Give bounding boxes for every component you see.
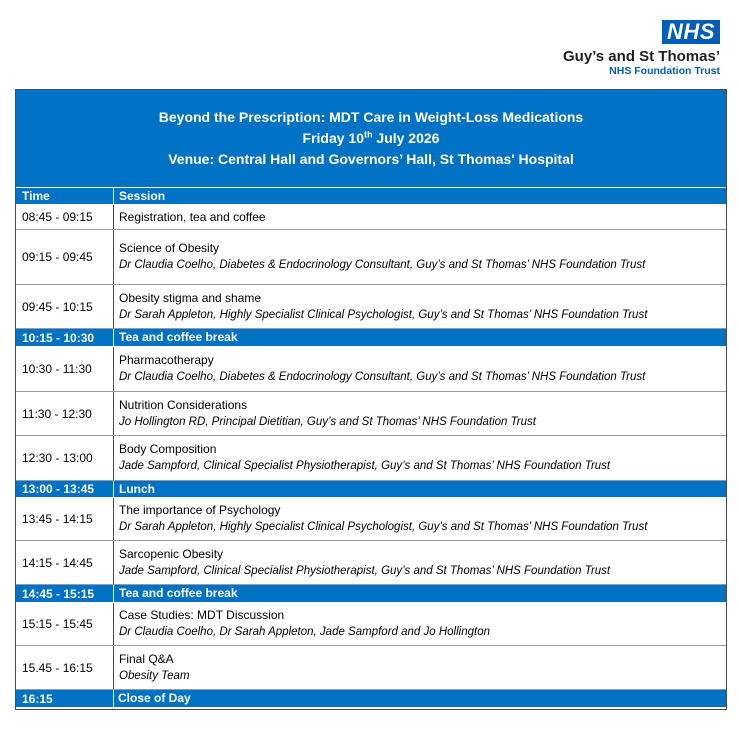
schedule-row [16,205,726,230]
schedule-row [16,541,726,585]
schedule-row [16,646,726,690]
session-title: Tea and coffee break [119,586,238,600]
schedule-row [16,436,726,481]
event-header [16,90,726,188]
session-speaker: Jade Sampford, Clinical Specialist Physiotherapist, Guy’s and St Thomas’ NHS Foundation Trust [119,460,611,472]
break-row [16,329,726,347]
session-time: 16:15 [16,690,114,707]
session-speaker: Dr Sarah Appleton, Highly Specialist Clinical Psychologist, Guy’s and St Thomas’ NHS Foundation Trust [119,521,648,533]
session-speaker: Jade Sampford, Clinical Specialist Physiotherapist, Guy’s and St Thomas’ NHS Foundation Trust [119,564,611,577]
session-title: Final Q&A [119,651,174,666]
session-speaker: Jo Hollington RD, Principal Dietitian, Guy’s and St Thomas’ NHS Foundation Trust [119,415,536,428]
session-time: 15.45 - 16:15 [16,646,114,689]
session-speaker: Dr Claudia Coelho, Dr Sarah Appleton, Jade Sampford and Jo Hollington [119,626,490,638]
nhs-logo [563,20,720,78]
session-title: Case Studies: MDT Discussion [119,608,285,622]
event-title: Beyond the Prescription: MDT Care in Weight-Loss Medications [158,109,584,125]
session-time: 08:45 - 09:15 [16,205,114,229]
session-title: Lunch [119,481,155,496]
session-time: 13:00 - 13:45 [16,481,114,497]
session-speaker: Dr Claudia Coelho, Diabetes & Endocrinology Consultant, Guy’s and St Thomas’ NHS Foundation Trust [119,371,646,383]
programme-table [15,89,727,710]
schedule-row [16,498,726,541]
close-row [16,690,726,708]
break-row [16,481,726,498]
session-speaker: Dr Sarah Appleton, Highly Specialist Clinical Psychologist, Guy’s and St Thomas’ NHS Foundation Trust [119,308,648,321]
event-venue: Venue: Central Hall and Governors’ Hall, St Thomas' Hospital [168,151,574,167]
session-title: The importance of Psychology [119,503,281,517]
session-time: 15:15 - 15:45 [16,603,114,645]
schedule-row [16,285,726,329]
schedule-row [16,392,726,436]
column-header-time: Time [16,188,114,204]
session-speaker: Dr Claudia Coelho, Diabetes & Endocrinology Consultant, Guy’s and St Thomas’ NHS Foundation Trust [119,259,646,271]
trust-name: NHS Foundation Trust [609,65,720,77]
session-time: 11:30 - 12:30 [16,392,114,435]
session-time: 13:45 - 14:15 [16,498,114,540]
session-title: Pharmacotherapy [119,353,214,367]
session-time: 12:30 - 13:00 [16,436,114,480]
session-title: Close of Day [118,691,191,705]
organisation-name: Guy’s and St Thomas’ [563,48,720,65]
session-title: Nutrition Considerations [119,397,248,412]
column-header-session: Session [119,188,166,203]
table-header-row [16,188,726,205]
session-time: 14:45 - 15:15 [16,585,114,602]
session-time: 10:30 - 11:30 [16,347,114,391]
session-title: Obesity stigma and shame [119,290,262,305]
session-title: Body Composition [119,442,217,456]
nhs-badge: NHS [662,20,720,44]
session-speaker: Obesity Team [119,669,190,682]
schedule-row [16,347,726,392]
break-row [16,585,726,603]
event-date: Friday 10th July 2026 [302,129,440,146]
session-title: Science of Obesity [119,241,220,255]
schedule-row [16,603,726,646]
schedule-row [16,230,726,285]
session-title: Registration, tea and coffee [119,209,266,224]
session-time: 09:15 - 09:45 [16,230,114,284]
session-time: 10:15 - 10:30 [16,329,114,346]
session-time: 09:45 - 10:15 [16,285,114,328]
session-time: 14:15 - 14:45 [16,541,114,584]
session-title: Sarcopenic Obesity [119,546,224,561]
session-title: Tea and coffee break [119,330,238,344]
